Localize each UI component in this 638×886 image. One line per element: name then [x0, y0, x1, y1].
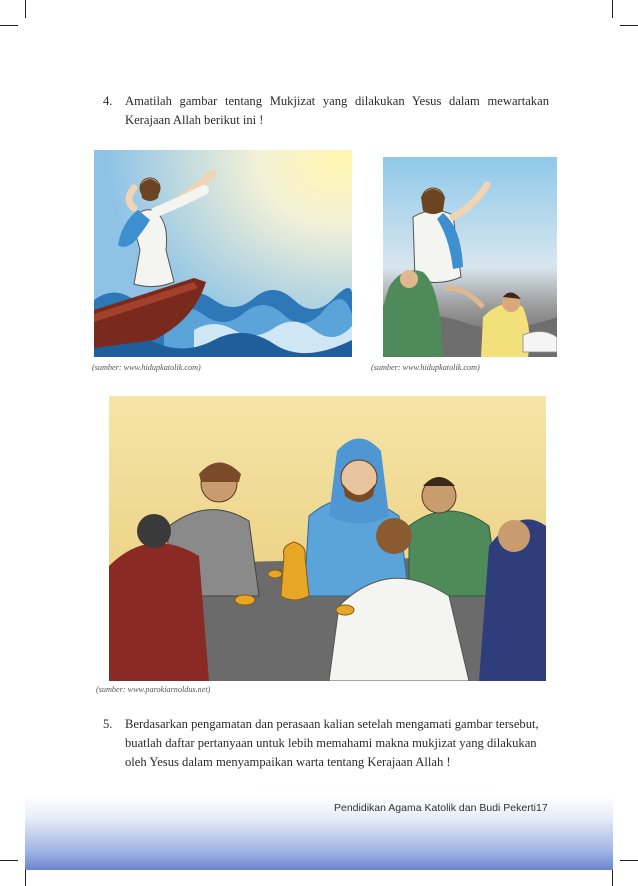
image-source-caption: (sumber: www.parokiarnoldus.net) — [96, 685, 211, 694]
crop-mark — [620, 860, 638, 861]
crop-mark — [612, 0, 613, 18]
crop-mark — [620, 25, 638, 26]
illustration-last-supper — [109, 396, 546, 681]
item-text: Berdasarkan pengamatan dan perasaan kalian setelah mengamati gambar tersebut, buatlah daftar pertanyaan untuk lebih memahami makna mukjizat yang dilakukan oleh Yesus dalam menyampaikan warta tentang Kerajaan Allah ! — [125, 717, 539, 769]
crop-mark — [25, 0, 26, 18]
page-number: 17 — [536, 802, 548, 814]
question-item-4 — [103, 92, 549, 130]
book-title: Pendidikan Agama Katolik dan Budi Pekerti — [334, 802, 536, 814]
crop-mark — [25, 868, 26, 886]
item-text: Amatilah gambar tentang Mukjizat yang dilakukan Yesus dalam mewartakan Kerajaan Allah berikut ini ! — [125, 94, 549, 127]
illustration-calming-storm — [94, 150, 352, 357]
illustration-healing — [383, 157, 557, 357]
item-number: 4. — [103, 94, 113, 108]
item-number: 5. — [103, 717, 113, 731]
crop-mark — [612, 868, 613, 886]
crop-mark — [0, 860, 18, 861]
image-source-caption: (sumber: www.hidupkatolik.com) — [92, 363, 201, 372]
image-source-caption: (sumber: www.hidupkatolik.com) — [371, 363, 480, 372]
question-item-5 — [103, 715, 549, 772]
crop-mark — [0, 25, 18, 26]
